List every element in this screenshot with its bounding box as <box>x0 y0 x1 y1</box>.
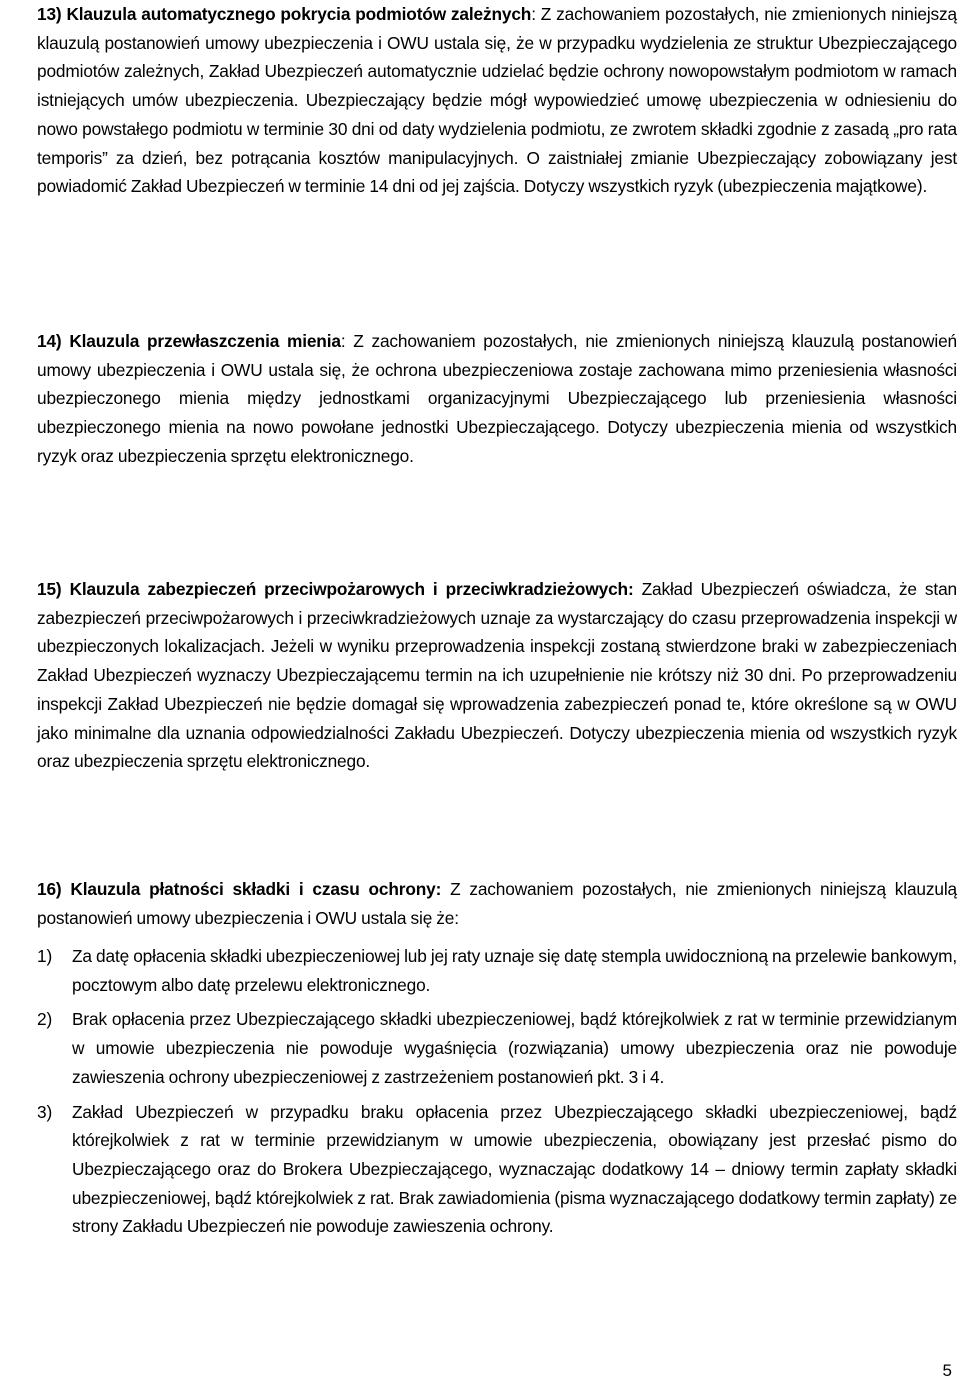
list-item <box>37 1005 957 1091</box>
clause-13-body: : Z zachowaniem pozostałych, nie zmienionych niniejszą klauzulą postanowień umowy ubezpieczenia i OWU ustala się, że w przypadku wydzielenia ze struktur Ubezpieczającego podmiotów zależnych, Zakład Ubezpieczeń automatycznie udzielać będzie ochrony nowopowstałym podmiotom w ramach istniejących umów ubezpieczenia. Ubezpieczający będzie mógł wypowiedzieć umowę ubezpieczenia w odniesieniu do nowo powstałego podmiotu w terminie 30 dni od daty wydzielenia podmiotu, ze zwrotem składki zgodnie z zasadą „pro rata temporis” za dzień, bez potrącania kosztów manipulacyjnych. O zaistniałej zmianie Ubezpieczający zobowiązany jest powiadomić Zakład Ubezpieczeń w terminie 14 dni od jej zajścia. Dotyczy wszystkich ryzyk (ubezpieczenia majątkowe). <box>37 4 957 197</box>
list-item <box>37 942 957 999</box>
list-item-number: 1) <box>37 946 53 966</box>
clause-14-body: : Z zachowaniem pozostałych, nie zmienionych niniejszą klauzulą postanowień umowy ubezpieczenia i OWU ustala się, że ochrona ubezpieczeniowa zostaje zachowana mimo przeniesienia własności ubezpieczonego mienia między jednostkami organizacyjnymi Ubezpieczającego lub przeniesienia własności ubezpieczonego mienia na nowo powołane jednostki Ubezpieczającego. Dotyczy ubezpieczenia mienia od wszystkich ryzyk oraz ubezpieczenia sprzętu elektronicznego. <box>37 331 957 466</box>
list-item-text: Brak opłacenia przez Ubezpieczającego składki ubezpieczeniowej, bądź którejkolwiek z rat w terminie przewidzianym w umowie ubezpieczenia nie powoduje wygaśnięcia (rozwiązania) umowy ubezpieczenia oraz nie powoduje zawieszenia ochrony ubezpieczeniowej z zastrzeżeniem postanowień pkt. 3 i 4. <box>72 1009 957 1087</box>
clause-14 <box>37 327 957 471</box>
clause-16-title: 16) Klauzula płatności składki i czasu ochrony: <box>37 879 442 899</box>
list-item-number: 2) <box>37 1009 53 1030</box>
clause-16-list <box>37 942 957 1247</box>
clause-15-title: 15) Klauzula zabezpieczeń przeciwpożarowych i przeciwkradzieżowych: <box>37 579 634 599</box>
clause-15-body: Zakład Ubezpieczeń oświadcza, że stan zabezpieczeń przeciwpożarowych i przeciwkradzieżowych uznaje za wystarczający do czasu przeprowadzenia inspekcji w ubezpieczonych lokalizacjach. Jeżeli w wyniku przeprowadzenia inspekcji zostaną stwierdzone braki w zabezpieczeniach Zakład Ubezpieczeń wyznaczy Ubezpieczającemu termin na ich uzupełnienie nie krótszy niż 30 dni. Po przeprowadzeniu inspekcji Zakład Ubezpieczeń nie będzie domagał się wprowadzenia zabezpieczeń ponad te, które określone są w OWU jako minimalne dla uznania odpowiedzialności Zakładu Ubezpieczeń. Dotyczy ubezpieczenia mienia od wszystkich ryzyk oraz ubezpieczenia sprzętu elektronicznego. <box>37 579 957 772</box>
list-item <box>37 1098 957 1242</box>
clause-15 <box>37 575 957 776</box>
clause-16 <box>37 875 957 932</box>
page-number: 5 <box>942 1361 952 1380</box>
list-item-number: 3) <box>37 1101 53 1122</box>
clause-14-title: 14) Klauzula przewłaszczenia mienia <box>37 331 341 351</box>
list-item-text: Za datę opłacenia składki ubezpieczeniowej lub jej raty uznaje się datę stempla uwidocznioną na przelewie bankowym, pocztowym albo datę przelewu elektronicznego. <box>72 946 957 995</box>
clause-13-title: 13) Klauzula automatycznego pokrycia podmiotów zależnych <box>37 4 532 24</box>
clause-16-body: Z zachowaniem pozostałych, nie zmienionych niniejszą klauzulą postanowień umowy ubezpieczenia i OWU ustala się że: <box>37 879 957 928</box>
list-item-text: Zakład Ubezpieczeń w przypadku braku opłacenia przez Ubezpieczającego składki ubezpieczeniowej, bądź którejkolwiek z rat w terminie przewidzianym w umowie ubezpieczenia, obowiązany jest przesłać pismo do Ubezpieczającego oraz do Brokera Ubezpieczającego, wyznaczając dodatkowy 14 – dniowy termin zapłaty składki ubezpieczeniowej, bądź którejkolwiek z rat. Brak zawiadomienia (pisma wyznaczającego dodatkowy termin zapłaty) ze strony Zakładu Ubezpieczeń nie powoduje zawieszenia ochrony. <box>72 1101 957 1237</box>
clause-13 <box>37 0 957 201</box>
